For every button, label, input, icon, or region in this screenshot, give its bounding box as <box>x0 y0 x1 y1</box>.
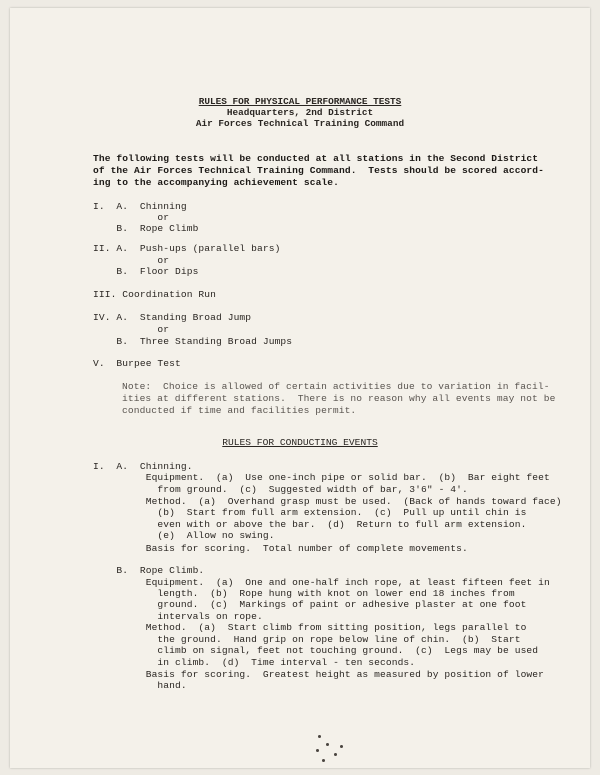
chinning-line: Equipment. (a) Use one-inch pipe or solid bar. (b) Bar eight feet <box>93 472 550 483</box>
chinning-line: Basis for scoring. Total number of complete movements. <box>93 543 468 554</box>
rope-line: Basis for scoring. Greatest height as measured by position of lower <box>93 669 545 680</box>
chinning-line: even with or above the bar. (d) Return to full arm extension. <box>93 519 527 530</box>
test-line: V. Burpee Test <box>93 358 181 369</box>
chinning-line: (e) Allow no swing. <box>93 530 275 541</box>
intro-line: The following tests will be conducted at all stations in the Second District <box>93 153 539 164</box>
chinning-line: Method. (a) Overhand grasp must be used. (Back of hands toward face) <box>93 496 562 507</box>
intro-line: of the Air Forces Technical Training Command. Tests should be scored accord- <box>93 165 545 176</box>
ink-specks <box>312 735 352 765</box>
test-line: or <box>93 324 170 335</box>
chinning-line: (b) Start from full arm extension. (c) Pull up until chin is <box>93 507 527 518</box>
document-title: RULES FOR PHYSICAL PERFORMANCE TESTS <box>198 96 402 107</box>
document-header <box>0 96 600 129</box>
test-line: III. Coordination Run <box>93 289 217 300</box>
test-line: or <box>93 212 170 223</box>
rope-line: length. (b) Rope hung with knot on lower end 18 inches from <box>93 588 515 599</box>
rope-line: ground. (c) Markings of paint or adhesive plaster at one foot <box>93 599 527 610</box>
test-line: B. Three Standing Broad Jumps <box>93 336 293 347</box>
chinning-line: from ground. (c) Suggested width of bar, 3'6" - 4'. <box>93 484 468 495</box>
note-line: Note: Choice is allowed of certain activities due to variation in facil- <box>122 381 550 392</box>
rope-line: hand. <box>93 680 187 691</box>
rules-title: RULES FOR CONDUCTING EVENTS <box>222 437 378 448</box>
chinning-line: I. A. Chinning. <box>93 461 193 472</box>
test-line: B. Floor Dips <box>93 266 199 277</box>
rope-line: Method. (a) Start climb from sitting position, legs parallel to <box>93 622 527 633</box>
test-line: or <box>93 255 170 266</box>
rope-line: the ground. Hand grip on rope below line of chin. (b) Start <box>93 634 521 645</box>
header-line-3: Air Forces Technical Training Command <box>195 118 405 129</box>
rope-line: B. Rope Climb. <box>93 565 205 576</box>
header-line-2: Headquarters, 2nd District <box>226 107 374 118</box>
test-line: I. A. Chinning <box>93 201 187 212</box>
note-line: ities at different stations. There is no reason why all events may not be <box>122 393 556 404</box>
rope-line: intervals on rope. <box>93 611 263 622</box>
note-line: conducted if time and facilities permit. <box>122 405 357 416</box>
test-line: II. A. Push-ups (parallel bars) <box>93 243 281 254</box>
rope-line: climb on signal, feet not touching ground. (c) Legs may be used <box>93 645 539 656</box>
rope-line: in climb. (d) Time interval - ten seconds. <box>93 657 416 668</box>
test-line: B. Rope Climb <box>93 223 199 234</box>
rope-line: Equipment. (a) One and one-half inch rope, at least fifteen feet in <box>93 577 550 588</box>
intro-line: ing to the accompanying achievement scale. <box>93 177 340 188</box>
test-line: IV. A. Standing Broad Jump <box>93 312 252 323</box>
